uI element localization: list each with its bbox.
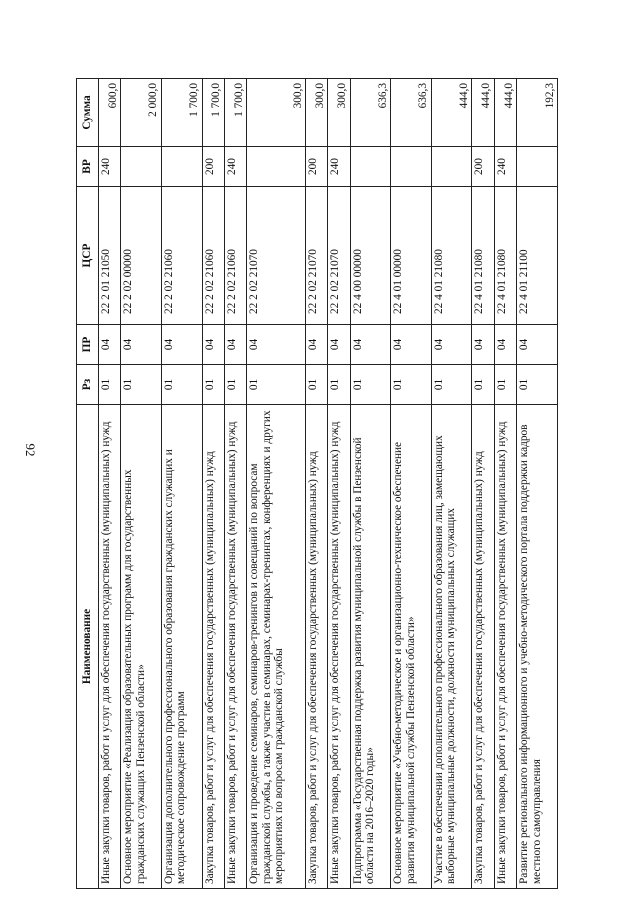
cell-vr: 200 [472, 147, 494, 187]
cell-pr: 04 [161, 325, 202, 365]
cell-vr: 240 [494, 147, 516, 187]
cell-rz: 01 [350, 365, 391, 405]
cell-pr: 04 [431, 325, 472, 365]
cell-csr: 22 2 01 21050 [99, 187, 121, 325]
cell-vr [121, 147, 162, 187]
cell-vr: 240 [328, 147, 350, 187]
table-row [121, 79, 162, 889]
cell-vr [517, 147, 558, 187]
cell-sum: 300,0 [306, 79, 328, 147]
cell-csr: 22 4 01 00000 [391, 187, 432, 325]
cell-sum: 444,0 [472, 79, 494, 147]
header-name: Наименование [77, 405, 99, 889]
cell-pr: 04 [350, 325, 391, 365]
cell-name: Организация и проведение семинаров, семинаров-тренингов и совещаний по вопросам гражданской службы, а также участие в семинарах, семинарах-тренингах, конференциях и других мероприятиях по вопросам гражданской службы [247, 405, 306, 889]
table-row [247, 79, 306, 889]
cell-sum: 300,0 [247, 79, 306, 147]
table-row [431, 79, 472, 889]
cell-rz: 01 [391, 365, 432, 405]
table-row [472, 79, 494, 889]
cell-name: Участие в обеспечении дополнительного профессионального образования лиц, замещающих выборные муниципальные должности, должности муниципальных служащих [431, 405, 472, 889]
cell-pr: 04 [494, 325, 516, 365]
cell-rz: 01 [494, 365, 516, 405]
cell-rz: 01 [202, 365, 224, 405]
cell-sum: 636,3 [391, 79, 432, 147]
cell-sum: 300,0 [328, 79, 350, 147]
table-row [494, 79, 516, 889]
table-row [224, 79, 246, 889]
table-row [350, 79, 391, 889]
cell-rz: 01 [99, 365, 121, 405]
cell-pr: 04 [202, 325, 224, 365]
cell-vr [391, 147, 432, 187]
cell-vr [431, 147, 472, 187]
cell-pr: 04 [517, 325, 558, 365]
cell-name: Подпрограмма «Государственная поддержка развития муниципальной службы в Пензенской области на 2016–2020 годы» [350, 405, 391, 889]
cell-sum: 444,0 [494, 79, 516, 147]
cell-name: Иные закупки товаров, работ и услуг для обеспечения государственных (муниципальных) нужд [494, 405, 516, 889]
cell-csr: 22 2 02 21060 [224, 187, 246, 325]
cell-pr: 04 [391, 325, 432, 365]
cell-sum: 1 700,0 [224, 79, 246, 147]
cell-vr: 200 [306, 147, 328, 187]
cell-rz: 01 [472, 365, 494, 405]
cell-csr: 22 2 02 21070 [328, 187, 350, 325]
cell-name: Развитие регионального информационного и учебно-методического портала поддержки кадров местного самоуправления [517, 405, 558, 889]
cell-name: Организация дополнительного профессионального образования гражданских служащих и методическое сопровождение программ [161, 405, 202, 889]
header-pr: ПР [77, 325, 99, 365]
header-csr: ЦСР [77, 187, 99, 325]
cell-csr: 22 2 02 21070 [306, 187, 328, 325]
cell-name: Иные закупки товаров, работ и услуг для обеспечения государственных (муниципальных) нужд [224, 405, 246, 889]
cell-pr: 04 [247, 325, 306, 365]
cell-name: Иные закупки товаров, работ и услуг для обеспечения государственных (муниципальных) нужд [99, 405, 121, 889]
cell-vr [247, 147, 306, 187]
cell-sum: 636,3 [350, 79, 391, 147]
cell-vr: 240 [224, 147, 246, 187]
cell-rz: 01 [247, 365, 306, 405]
header-rz: Рз [77, 365, 99, 405]
cell-vr [161, 147, 202, 187]
cell-vr: 200 [202, 147, 224, 187]
cell-sum: 2 000,0 [121, 79, 162, 147]
cell-rz: 01 [121, 365, 162, 405]
cell-pr: 04 [306, 325, 328, 365]
table-row [517, 79, 558, 889]
table-row [306, 79, 328, 889]
cell-name: Закупка товаров, работ и услуг для обеспечения государственных (муниципальных) нужд [472, 405, 494, 889]
cell-pr: 04 [472, 325, 494, 365]
cell-name: Закупка товаров, работ и услуг для обеспечения государственных (муниципальных) нужд [202, 405, 224, 889]
cell-csr: 22 4 00 00000 [350, 187, 391, 325]
cell-sum: 600,0 [99, 79, 121, 147]
cell-pr: 04 [99, 325, 121, 365]
cell-sum: 1 700,0 [202, 79, 224, 147]
budget-table [76, 78, 558, 889]
cell-sum: 192,3 [517, 79, 558, 147]
table-row [161, 79, 202, 889]
cell-csr: 22 4 01 21080 [431, 187, 472, 325]
cell-sum: 444,0 [431, 79, 472, 147]
cell-csr: 22 4 01 21100 [517, 187, 558, 325]
cell-rz: 01 [161, 365, 202, 405]
cell-vr: 240 [99, 147, 121, 187]
cell-csr: 22 2 02 21070 [247, 187, 306, 325]
cell-rz: 01 [306, 365, 328, 405]
table-row [99, 79, 121, 889]
cell-pr: 04 [121, 325, 162, 365]
cell-rz: 01 [224, 365, 246, 405]
cell-vr [350, 147, 391, 187]
cell-rz: 01 [431, 365, 472, 405]
cell-csr: 22 4 01 21080 [472, 187, 494, 325]
cell-rz: 01 [517, 365, 558, 405]
header-vr: ВР [77, 147, 99, 187]
cell-name: Закупка товаров, работ и услуг для обеспечения государственных (муниципальных) нужд [306, 405, 328, 889]
cell-pr: 04 [224, 325, 246, 365]
table-header-row [77, 79, 99, 889]
cell-name: Иные закупки товаров, работ и услуг для обеспечения государственных (муниципальных) нужд [328, 405, 350, 889]
cell-name: Основное мероприятие «Реализация образовательных программ для государственных гражданских служащих Пензенской области» [121, 405, 162, 889]
header-sum: Сумма [77, 79, 99, 147]
cell-csr: 22 2 02 21060 [161, 187, 202, 325]
cell-pr: 04 [328, 325, 350, 365]
page-number: 92 [23, 443, 38, 457]
cell-sum: 1 700,0 [161, 79, 202, 147]
table-row [202, 79, 224, 889]
rotated-table-wrapper [76, 79, 558, 889]
table-row [328, 79, 350, 889]
cell-csr: 22 2 02 21060 [202, 187, 224, 325]
cell-name: Основное мероприятие «Учебно-методическое и организационно-техническое обеспечение развития муниципальной службы Пензенской области» [391, 405, 432, 889]
cell-csr: 22 2 02 00000 [121, 187, 162, 325]
cell-csr: 22 4 01 21080 [494, 187, 516, 325]
cell-rz: 01 [328, 365, 350, 405]
table-row [391, 79, 432, 889]
